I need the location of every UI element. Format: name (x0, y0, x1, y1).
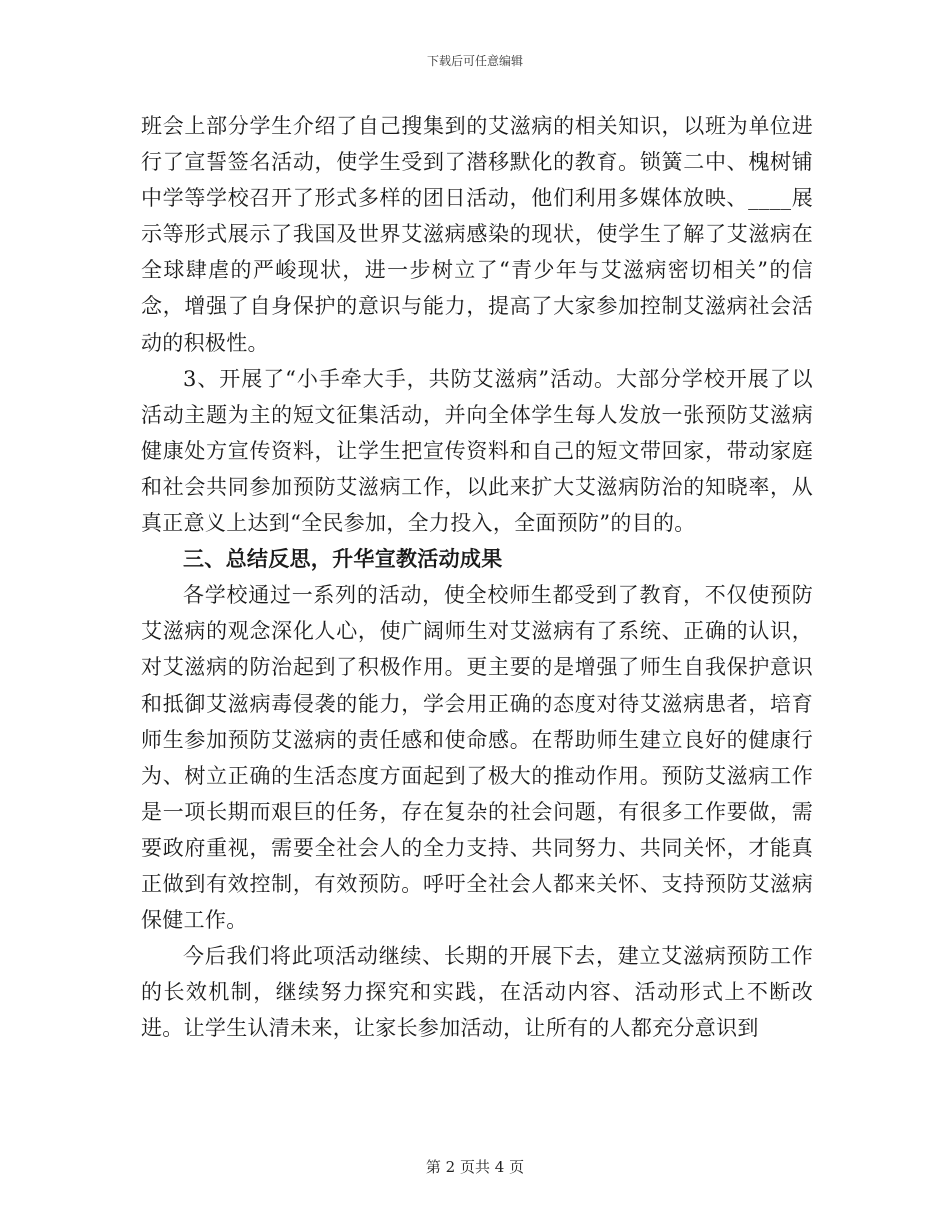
paragraph-activity-3: 3、开展了“小手牵大手，共防艾滋病”活动。大部分学校开展了以活动主题为主的短文征集活动，并向全体学生每人发放一张预防艾滋病健康处方宣传资料，让学生把宣传资料和自己的短文带回家，带动家庭和社会共同参加预防艾滋病工作，以此来扩大艾滋病防治的知晓率，从真正意义上达到“全民参加，全力投入，全面预防”的目的。 (141, 366, 813, 536)
section-heading: 三、总结反思，升华宣教活动成果 (183, 547, 503, 572)
paragraph-summary: 各学校通过一系列的活动，使全校师生都受到了教育，不仅使预防艾滋病的观念深化人心，使广阔师生对艾滋病有了系统、正确的认识，对艾滋病的防治起到了积极作用。更主要的是增强了师生自我保护意识和抵御艾滋病毒侵袭的能力，学会用正确的态度对待艾滋病患者，培育师生参加预防艾滋病的责任感和使命感。在帮助师生建立良好的健康行为、树立正确的生活态度方面起到了极大的推动作用。预防艾滋病工作是一项长期而艰巨的任务，存在复杂的社会问题，有很多工作要做，需要政府重视，需要全社会人的全力支持、共同努力、共同关怀，才能真正做到有效控制，有效预防。呼吁全社会人都来关怀、支持预防艾滋病保健工作。 (141, 583, 813, 933)
paragraph-future: 今后我们将此项活动继续、长期的开展下去，建立艾滋病预防工作的长效机制，继续努力探究和实践，在活动内容、活动形式上不断改进。让学生认清未来，让家长参加活动，让所有的人都充分意识到 (141, 944, 813, 1041)
page-header: 下载后可任意编辑 (426, 54, 523, 68)
paragraph-class-meeting: 班会上部分学生介绍了自己搜集到的艾滋病的相关知识，以班为单位进行了宣誓签名活动，使学生受到了潜移默化的教育。锁簧二中、槐树铺中学等学校召开了形式多样的团日活动，他们利用多媒体放映、____展示等形式展示了我国及世界艾滋病感染的现状，使学生了解了艾滋病在全球肆虐的严峻现状，进一步树立了“青少年与艾滋病密切相关”的信念，增强了自身保护的意识与能力，提高了大家参加控制艾滋病社会活动的积极性。 (141, 114, 813, 355)
page-footer: 第 2 页共 4 页 (425, 1158, 525, 1176)
document-body (141, 108, 813, 1046)
